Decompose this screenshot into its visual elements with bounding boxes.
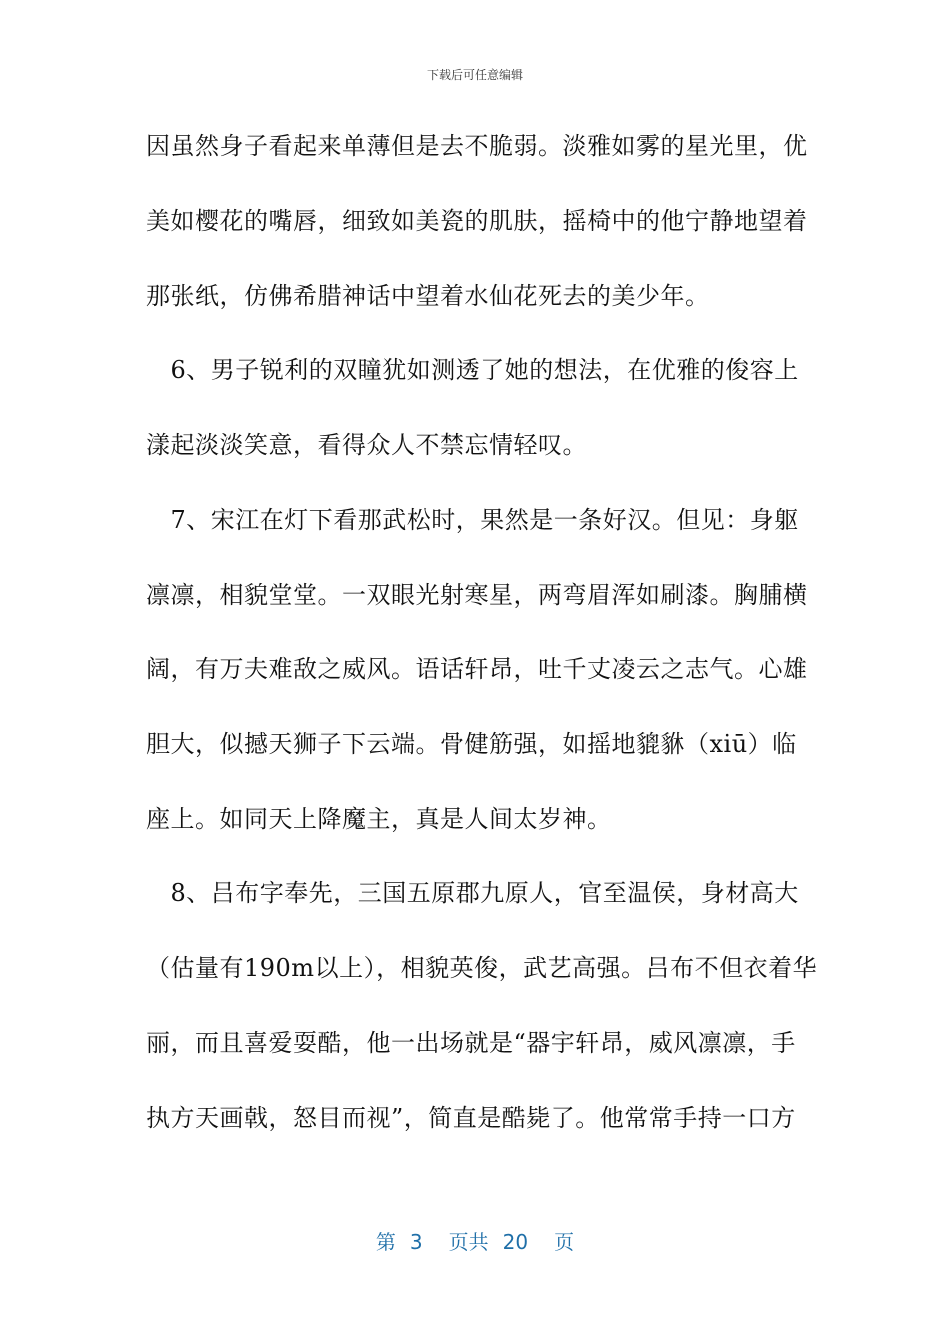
text-line: 执方天画戟，怒目而视”，简直是酷毙了。他常常手持一口方 bbox=[146, 1104, 796, 1132]
footer-suffix: 页 bbox=[554, 1230, 575, 1254]
page-footer bbox=[0, 1226, 950, 1255]
footer-page-number: 3 bbox=[409, 1230, 423, 1254]
text-line: 8、吕布字奉先，三国五原郡九原人，官至温侯，身材高大 bbox=[146, 879, 799, 907]
text-line: 阔，有万夫难敌之威风。语话轩昂，吐千丈凌云之志气。心雄 bbox=[146, 655, 808, 683]
footer-mid: 页共 bbox=[448, 1230, 489, 1254]
text-line: 因虽然身子看起来单薄但是去不脆弱。淡雅如雾的星光里，优 bbox=[146, 132, 808, 160]
text-line: 美如樱花的嘴唇，细致如美瓷的肌肤，摇椅中的他宁静地望着 bbox=[146, 207, 808, 235]
text-line: 7、宋江在灯下看那武松时，果然是一条好汉。但见：身躯 bbox=[146, 506, 799, 534]
text-line: 漾起淡淡笑意，看得众人不禁忘情轻叹。 bbox=[146, 431, 587, 459]
text-line: 凛凛，相貌堂堂。一双眼光射寒星，两弯眉浑如刷漆。胸脯横 bbox=[146, 581, 808, 609]
text-line: 座上。如同天上降魔主，真是人间太岁神。 bbox=[146, 805, 612, 833]
text-line: 6、男子锐利的双瞳犹如测透了她的想法，在优雅的俊容上 bbox=[146, 356, 799, 384]
header-note: 下载后可任意编辑 bbox=[426, 68, 523, 82]
text-line: （估量有190m以上），相貌英俊，武艺高强。吕布不但衣着华 bbox=[146, 954, 818, 982]
text-line: 那张纸，仿佛希腊神话中望着水仙花死去的美少年。 bbox=[146, 282, 710, 310]
text-line: 胆大，似撼天狮子下云端。骨健筋强，如摇地貔貅（xiū）临 bbox=[146, 730, 797, 758]
footer-total-pages: 20 bbox=[502, 1230, 529, 1254]
footer-prefix: 第 bbox=[375, 1230, 396, 1254]
text-line: 丽，而且喜爱耍酷，他一出场就是“器宇轩昂，威风凛凛，手 bbox=[146, 1029, 796, 1057]
